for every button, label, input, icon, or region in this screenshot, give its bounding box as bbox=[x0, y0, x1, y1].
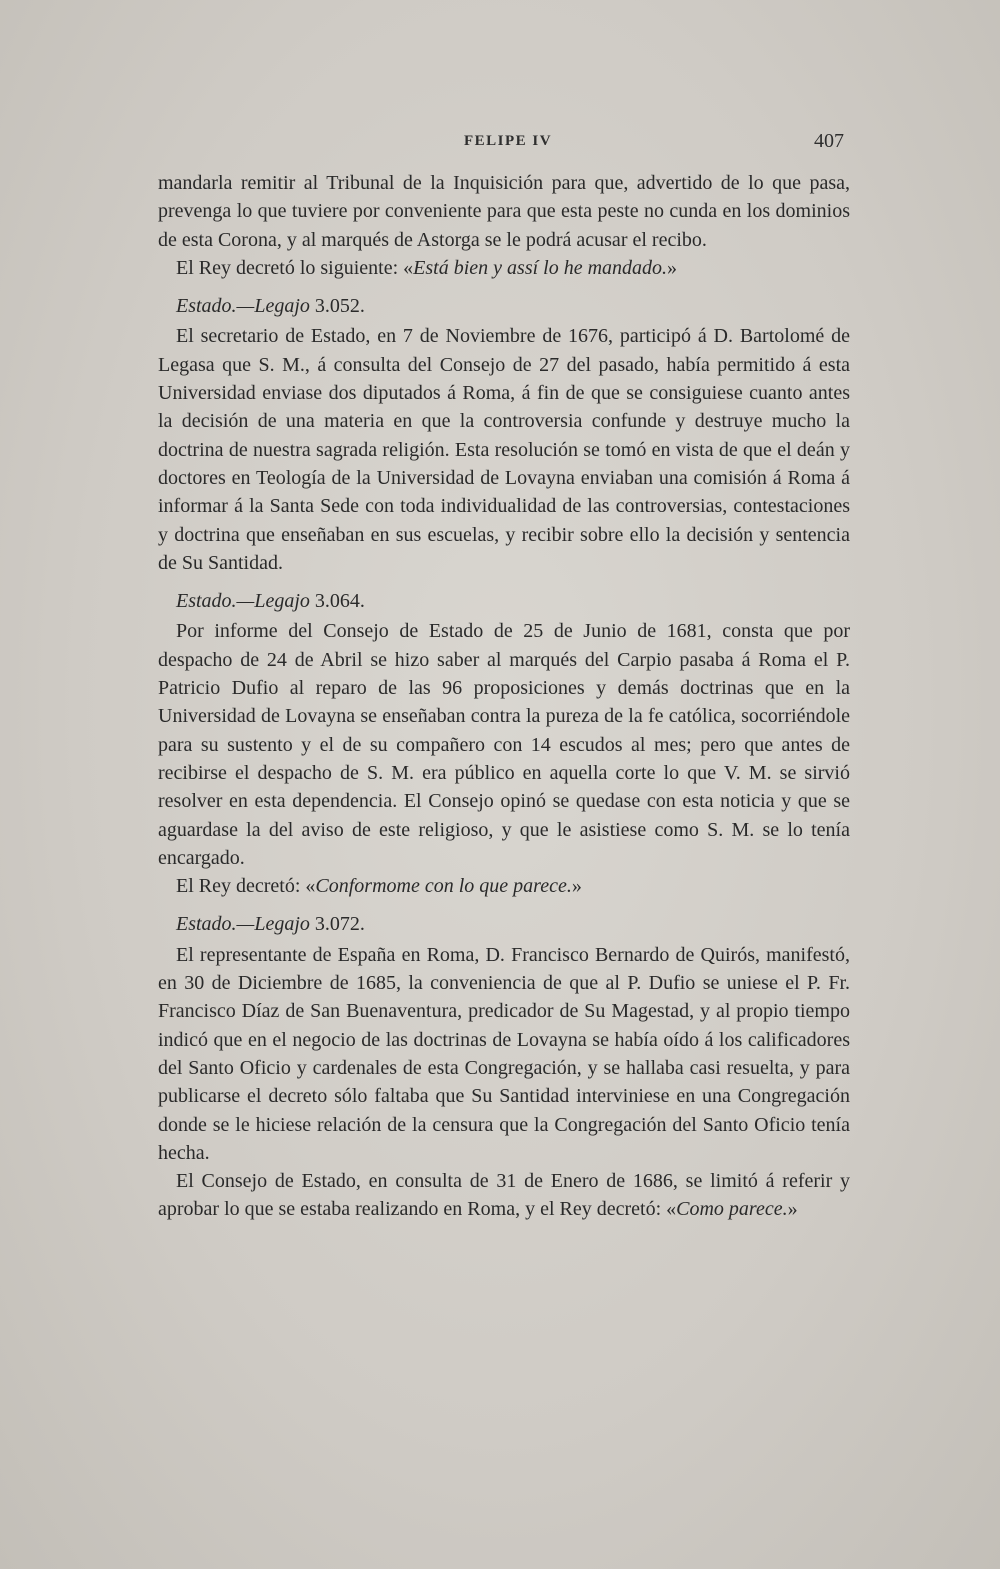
reference-label: Estado.—Legajo bbox=[176, 590, 310, 613]
reference-number: 3.064. bbox=[314, 590, 365, 613]
body-text bbox=[158, 169, 850, 1224]
decree-quote: Está bien y assí lo he mandado. bbox=[413, 256, 668, 279]
paragraph-consejo bbox=[158, 1167, 850, 1224]
archive-reference-3 bbox=[158, 910, 850, 938]
paragraph-royal-decree-1 bbox=[158, 254, 850, 282]
reference-label: Estado.—Legajo bbox=[176, 913, 310, 936]
archive-reference-1 bbox=[158, 292, 850, 320]
page-number: 407 bbox=[814, 130, 844, 152]
running-head bbox=[160, 130, 848, 157]
decree-tail: » bbox=[571, 875, 582, 898]
paragraph-informe: Por informe del Consejo de Estado de 25 de Junio de 1681, consta que por despacho de 24 de Abril se hizo saber al marqués del Carpio pasaba á Roma el P. Patricio Dufio al reparo de las 96 proposiciones y demás doctrinas que en la Universidad de Lovayna se enseñaban contra la pureza de la fe católica, socorriéndole para su sustento y el de su compañero con 14 escudos al mes; pero que antes de recibirse el despacho de S. M. era público en aquella corte lo que V. M. se sirvió resolver en esta dependencia. El Consejo opinó se quedase con esta noticia y que se aguardase la del aviso de este religioso, y que le asistiese como S. M. se lo tenía encargado. bbox=[158, 620, 850, 869]
decree-lead: El Rey decretó: « bbox=[176, 875, 316, 898]
reference-label: Estado.—Legajo bbox=[176, 295, 310, 318]
paragraph-royal-decree-2 bbox=[158, 872, 850, 900]
paragraph-continued: mandarla remitir al Tribunal de la Inquisición para que, advertido de lo que pasa, prevenga lo que tuviere por conveniente para que esta peste no cunda en los dominios de esta Corona, y al marqués de Astorga se le podrá acusar el recibo. bbox=[158, 172, 850, 251]
archive-reference-2 bbox=[158, 587, 850, 615]
decree-quote: Conformome con lo que parece. bbox=[315, 875, 572, 898]
decree-tail: » bbox=[787, 1198, 798, 1221]
decree-lead: El Rey decretó lo siguiente: « bbox=[176, 256, 414, 279]
decree-quote: Como parece. bbox=[676, 1198, 788, 1221]
paragraph-representante: El representante de España en Roma, D. Francisco Bernardo de Quirós, manifestó, en 30 de Diciembre de 1685, la conveniencia de que al P. Dufio se uniese el P. Fr. Francisco Díaz de San Buenaventura, predicador de Su Magestad, y al propio tiempo indicó que en el negocio de las doctrinas de Lovayna se había oído á los calificadores del Santo Oficio y cardenales de esta Congregación, y se hallaba casi resuelta, y para publicarse el decreto sólo faltaba que Su Santidad interviniese en una Congregación donde se le hiciese relación de la censura que la Congregación del Santo Oficio tenía hecha. bbox=[158, 943, 850, 1164]
paragraph-secretario: El secretario de Estado, en 7 de Noviembre de 1676, participó á D. Bartolomé de Legasa que S. M., á consulta del Consejo de 27 del pasado, había permitido á esta Universidad enviase dos diputados á Roma, á fin de que se consiguiese cuanto antes la decisión de una materia en que la controversia confunde y destruye mucho la doctrina de nuestra sagrada religión. Esta resolución se tomó en vista de que el deán y doctores en Teología de la Universidad de Lovayna enviaban una comisión á Roma á informar á la Santa Sede con toda individualidad de las controversias, contestaciones y doctrina que enseñaban en sus escuelas, y recibir sobre ello la decisión y sentencia de Su Santidad. bbox=[158, 325, 850, 574]
consejo-lead: El Consejo de Estado, en consulta de 31 de Enero de 1686, se limitó á referir y aprobar lo que se estaba realizando en Roma, y el Rey decretó: « bbox=[158, 1170, 850, 1221]
decree-tail: » bbox=[667, 256, 678, 279]
reference-number: 3.052. bbox=[314, 295, 365, 318]
reference-number: 3.072. bbox=[314, 913, 365, 936]
running-title: FELIPE IV bbox=[464, 133, 553, 149]
